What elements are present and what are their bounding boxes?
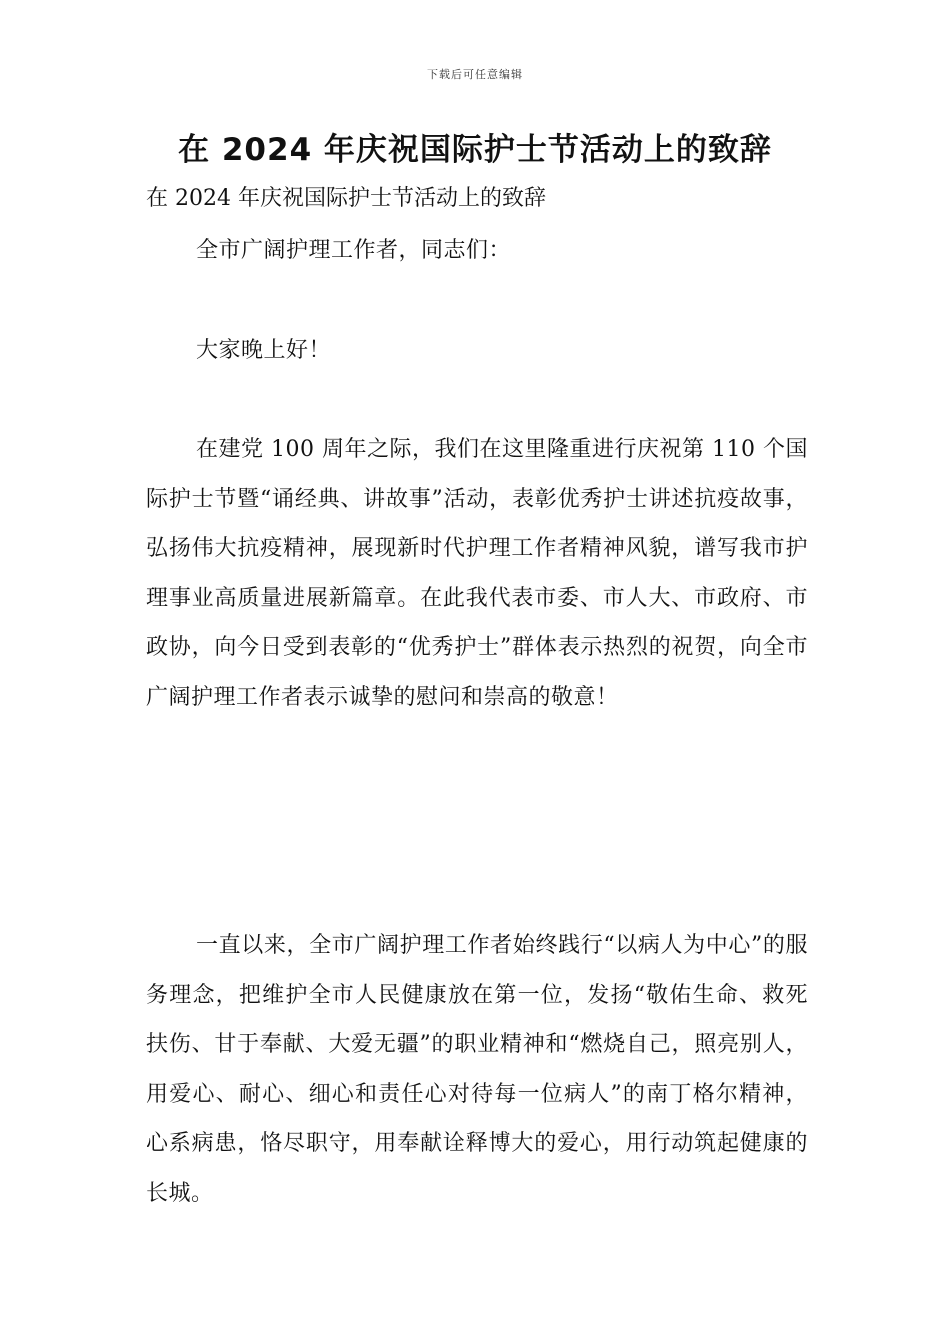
hello-line: 大家晚上好！: [196, 338, 332, 363]
document-subtitle: 在 2024 年庆祝国际护士节活动上的致辞: [146, 186, 546, 211]
body-paragraph-1: 在建党 100 周年之际，我们在这里隆重进行庆祝第 110 个国际护士节暨“诵经典、讲故事”活动，表彰优秀护士讲述抗疫故事，弘扬伟大抗疫精神，展现新时代护理工作者精神风貌，谱写我市护理事业高质量进展新篇章。在此我代表市委、市人大、市政府、市政协，向今日受到表彰的“优秀护士”群体表示热烈的祝贺，向全市广阔护理工作者表示诚挚的慰问和崇高的敬意！: [146, 437, 808, 710]
header-note: 下载后可任意编辑: [427, 68, 523, 81]
body-paragraph-2: 一直以来，全市广阔护理工作者始终践行“以病人为中心”的服务理念，把维护全市人民健康放在第一位，发扬“敬佑生命、救死扶伤、甘于奉献、大爱无疆”的职业精神和“燃烧自己，照亮别人，用爱心、耐心、细心和责任心对待每一位病人”的南丁格尔精神，心系病患，恪尽职守，用奉献诠释博大的爱心，用行动筑起健康的长城。: [146, 933, 808, 1206]
document-title: 在 2024 年庆祝国际护士节活动上的致辞: [178, 132, 772, 168]
greeting-line: 全市广阔护理工作者，同志们：: [196, 238, 512, 263]
